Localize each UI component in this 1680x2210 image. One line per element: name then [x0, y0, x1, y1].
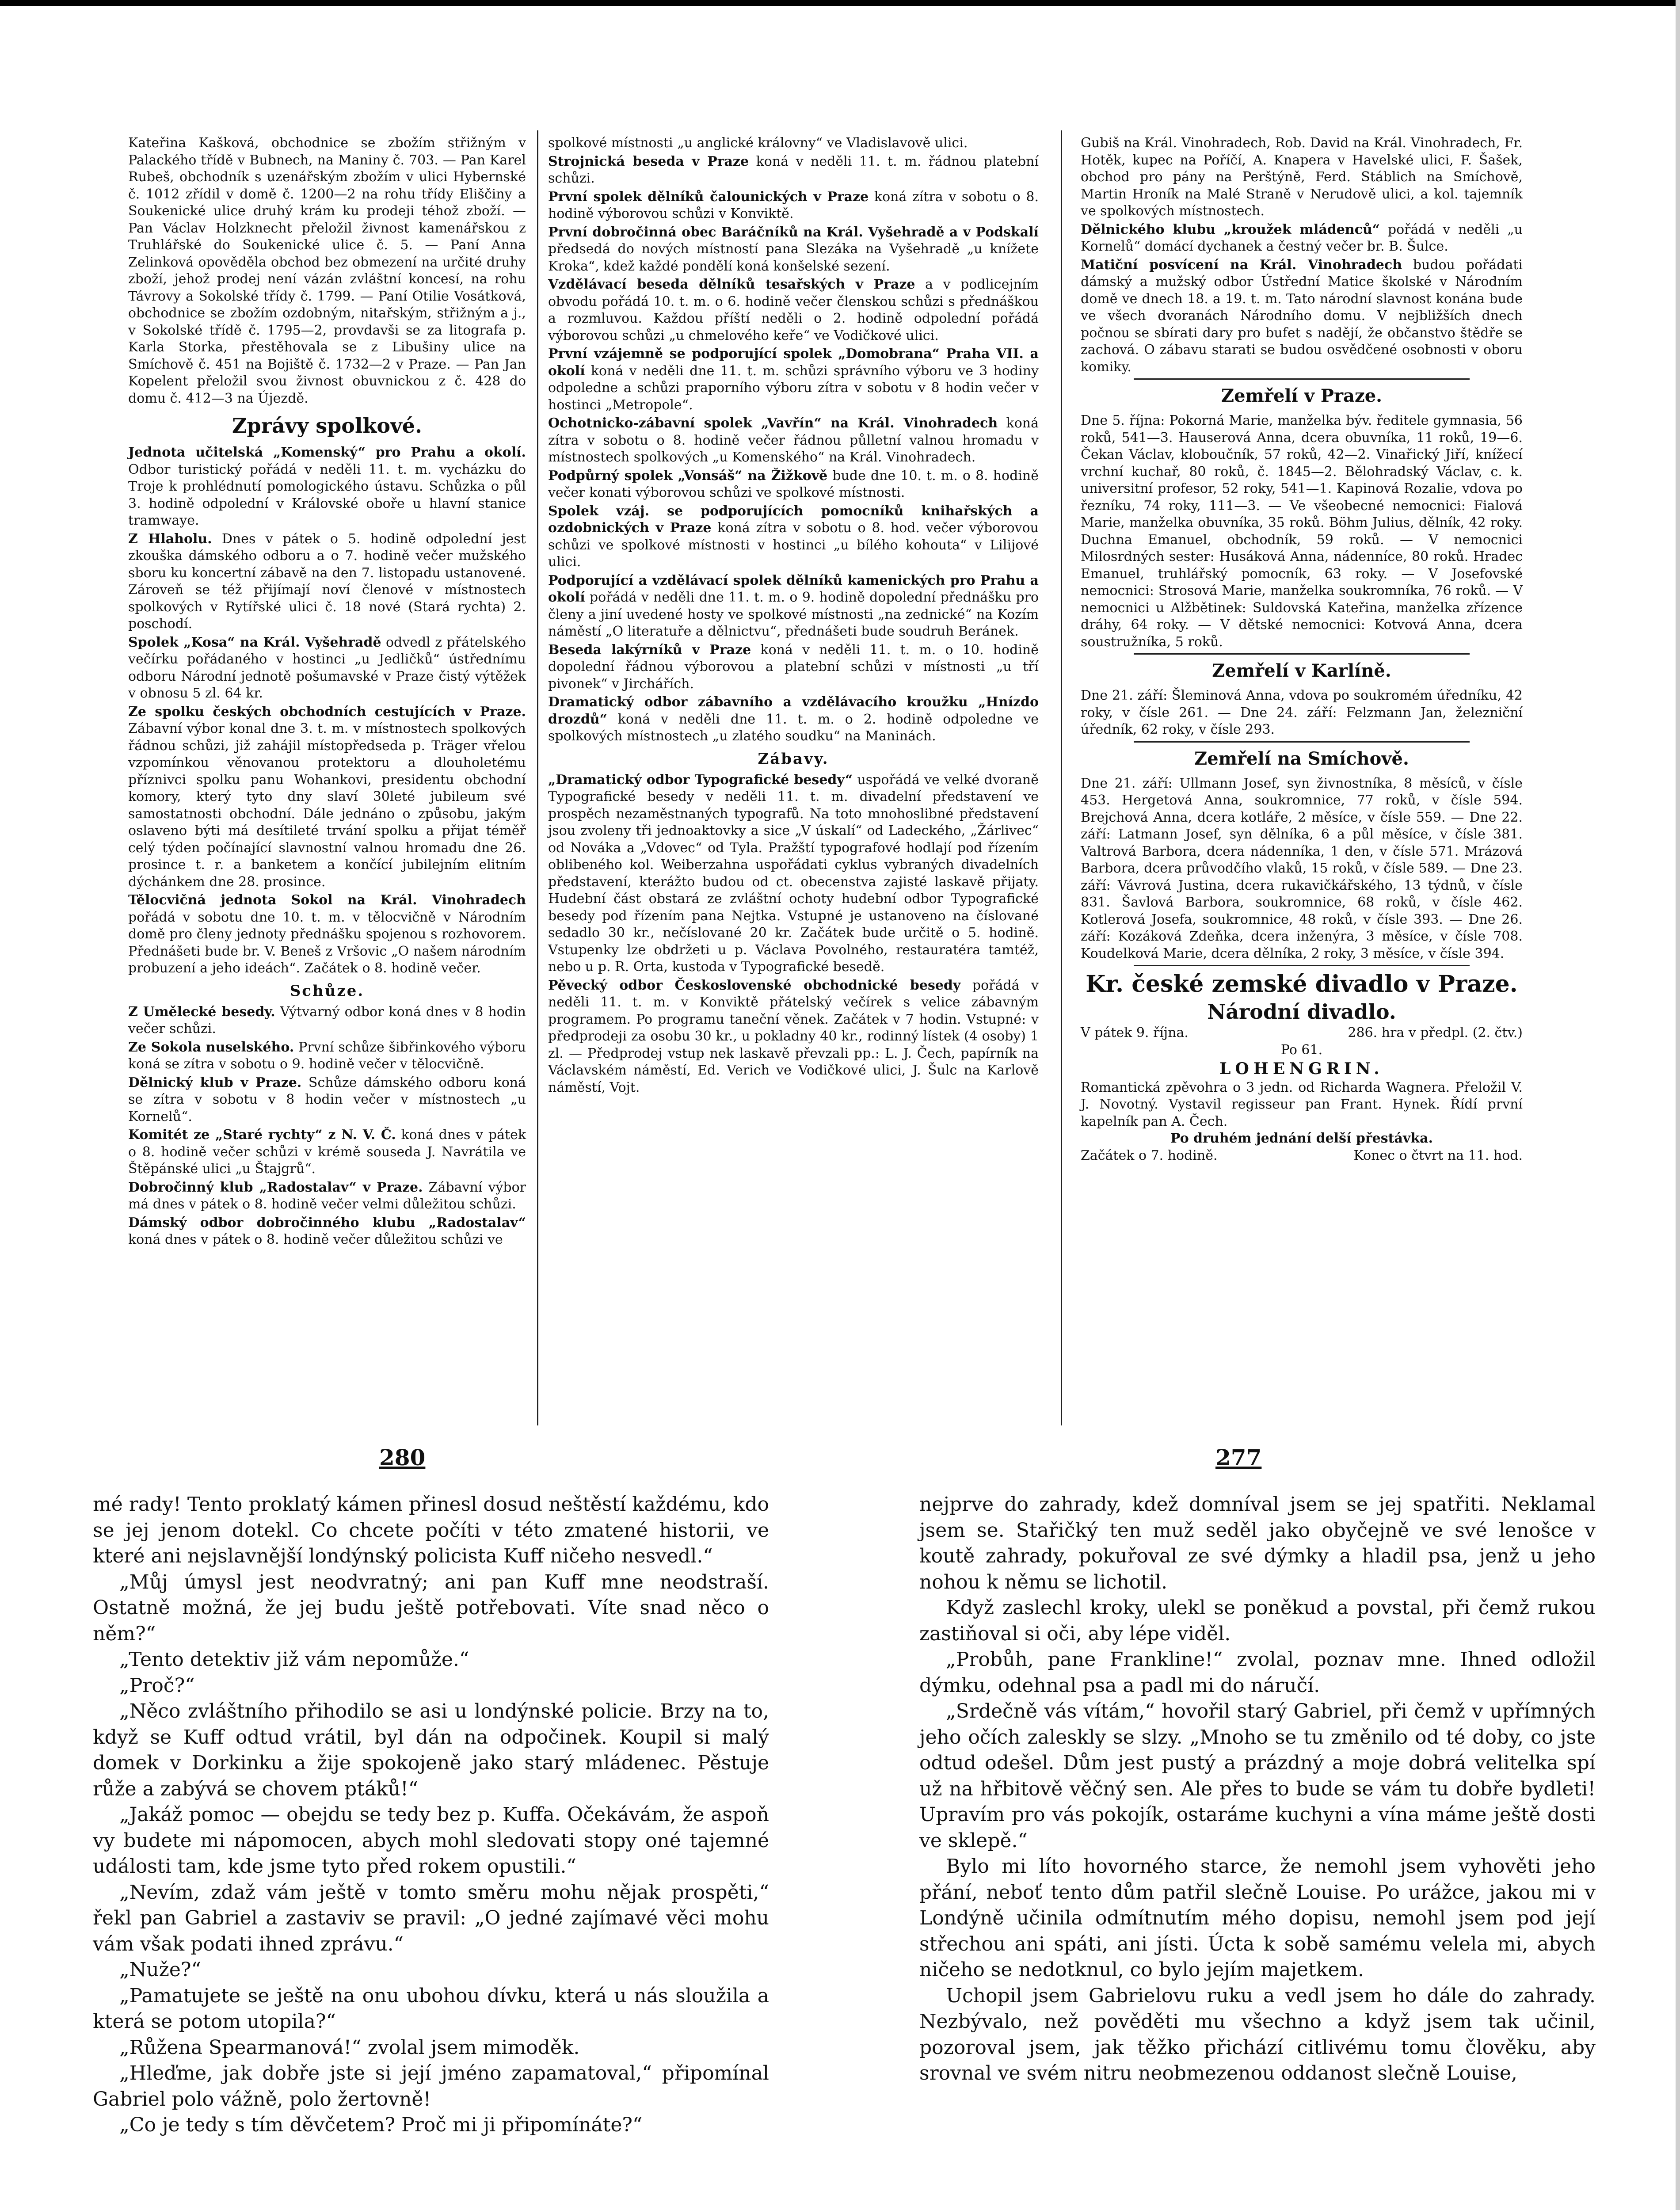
notice-text: předsedá do nových místností pana Slezáka na Vyšehradě „u knížete Kroka“, kdež každé pondělí koná konšelské sezení.: [548, 241, 1039, 274]
notice-item: [548, 415, 1039, 466]
col3-karlin: [1081, 687, 1523, 739]
story-paragraph: „Můj úmysl jest neodvratný; ani pan Kuff mne neodstraší. Ostatně možná, že jej budu ještě potřebovati. Víte snad něco o něm?“: [93, 1570, 769, 1645]
notice-text: Výtvarný odbor koná dnes v 8 hodin večer schůzi.: [128, 1004, 526, 1036]
notice-heading: Spolek vzáj. se podporujících pomocníků knihařských a ozdobnických v Praze: [548, 503, 1039, 536]
theater-date-row: [1081, 1025, 1523, 1042]
story-paragraph: mé rady! Tento proklatý kámen přinesl dosud neštěstí každému, kdo se jej jenom dotekl. Co chcete počíti v této zmatené historii, ve které ani nejslavnější londýnský policista Kuff ničeho nesvedl.“: [93, 1493, 769, 1567]
notice-heading: Ze spolku českých obchodních cestujících v Praze.: [128, 704, 526, 720]
notice-item: [548, 346, 1039, 414]
notice-item: [128, 1127, 526, 1178]
notice-item: [128, 1179, 526, 1213]
story-paragraph: Uchopil jsem Gabrielovu ruku a vedl jsem ho dále do zahrady. Nezbývalo, než pověděti mu všechno a když jsem tak učinil, pozoroval jsem, jak těžko přichází citlivému tomu člověku, aby srovnal ve svém nitru neobmezenou oddanost slečně Louise,: [919, 1984, 1596, 2084]
notice-text: pořádá v neděli dne 11. t. m. o 9. hodině dopolední přednášku pro členy a jiní uvedené hosty ve spolkové místnosti „na zednické“ na Kozím náměstí „O literatuře a dělnictvu“, přednášeti bude soudruh Beránek.: [548, 590, 1039, 639]
story-paragraph: „Nevím, zdaž vám ještě v tomto směru mohu nějak prospěti,“ řekl pan Gabriel a zastaviv se pravil: „O jedné zajímavé věci mohu vám však podati ihned zprávu.“: [93, 1881, 769, 1955]
notice-heading: Dělnický klub v Praze.: [128, 1075, 302, 1090]
notice-item: [1081, 135, 1523, 220]
opera-title: LOHENGRIN.: [1219, 1059, 1384, 1078]
theater-start: Začátek o 7. hodině.: [1081, 1147, 1218, 1163]
notice-item: [128, 704, 526, 891]
notice-heading: Strojnická beseda v Praze: [548, 153, 749, 169]
theater-date: V pátek 9. října.: [1081, 1025, 1189, 1040]
theater-description: Romantická zpěvohra o 3 jedn. od Richarda Wagnera. Přeložil V. J. Novotný. Vystavil regisseur pan Frant. Hynek. Řídí první kapelník pan A. Čech.: [1081, 1079, 1523, 1129]
notice-heading: První spolek dělníků čalounických v Praze: [548, 189, 869, 205]
notice-item: [548, 977, 1039, 1097]
notice-item: [548, 189, 1039, 223]
section-title-zabavy: Zábavy.: [758, 750, 829, 768]
notice-item: [1081, 257, 1523, 376]
notice-text: koná v neděli dne 11. t. m. o 2. hodině odpoledne ve spolkových místnostech „u zlatého soudku“ na Maninách.: [548, 711, 1039, 744]
theater-times: [1081, 1147, 1523, 1165]
notice-item: [548, 135, 1039, 152]
notice-item: [548, 572, 1039, 640]
notice-item: [548, 276, 1039, 344]
paragraph: Dne 5. října: Pokorná Marie, manželka býv. ředitele gymnasia, 56 roků, 541—3. Hauserová Anna, dcera obuvníka, 11 roků, 19—6. Čekan Václav, kloboučník, 57 roků, 42—2. Vinařický Jiří, knížecí vrchní kuchař, 80 roků, č. 1845—2. Bělohradský Václav, c. k. universitní profesor, 52 roky, 541—1. Kapinová Rozalie, vdova po řezníku, 74 roky, 111—3. — Ve všeobecné nemocnici: Fialová Marie, manželka obuvníka, 35 roků. Böhm Julius, dělník, 42 roky. Duchna Emanuel, obchodník, 59 roků. — V nemocnici Milosrdných sester: Husáková Anna, nádenníce, 80 roků. Hradec Emanuel, truhlářský pomocník, 63 roky. — V Josefovské nemocnici: Strosová Marie, manželka soukromníka, 76 roků. — V nemocnici u Alžbětinek: Suldovská Kateřina, manželka zřízence dráhy, 64 roky. — V dětské nemocnici: Kotvová Anna, dcera soustružníka, 5 roků.: [1081, 413, 1523, 650]
notice-heading: Dámský odbor dobročinného klubu „Radostalav“: [128, 1215, 526, 1231]
story-paragraph: „Co je tedy s tím děvčetem? Proč mi ji připomínáte?“: [119, 2114, 643, 2136]
notice-heading: Z Umělecké besedy.: [128, 1004, 275, 1020]
notice-text: odvedl z přátelského večírku pořádaného v hostinci „u Jedličků“ ústřednímu odboru Národní jednotě pošumavské v Praze čistý výtěžek v obnosu 5 zl. 64 kr.: [128, 634, 526, 701]
page-edge: [1676, 0, 1680, 2210]
theater-performance: 286. hra v předpl. (2. čtv.): [1348, 1025, 1523, 1040]
column-divider-1: [537, 130, 538, 1425]
story-paragraph: „Něco zvláštního přihodilo se asi u londýnské policie. Brzy na to, když se Kuff odtud vrátil, byl dán na odpočinek. Koupil si malý domek v Dorkinku a žije spokojeně jako starý mládenec. Pěstuje růže a zabývá se chovem ptáků!“: [93, 1700, 769, 1800]
notice-text: pořádá v sobotu dne 10. t. m. v tělocvičně v Národním domě pro členy jednoty přednášku spojenou s rozhovorem. Přednášeti bude br. V. Beneš z Vršovic „O našem národním probuzení a jeho ideách“. Začátek o 8. hodině večer.: [128, 909, 526, 976]
intro-paragraph: [128, 135, 526, 407]
page-number-left: 280: [379, 1444, 426, 1471]
page-number-right: 277: [1215, 1444, 1262, 1471]
notice-heading: Podporující a vzdělávací spolek dělníků kamenických pro Prahu a okolí: [548, 572, 1039, 605]
notice-text: koná zítra v sobotu o 8. hodině večer řádnou půlletní valnou hromadu v místnostech spolkových „u Komenského“ na Král. Vinohradech.: [548, 415, 1039, 465]
notice-text: koná dnes v pátek o 8. hodině večer schůzi v krémě souseda J. Navrátila ve Štěpánské ulici „u Štajgrů“.: [128, 1127, 526, 1177]
notice-text: koná dnes v pátek o 8. hodině večer důležitou schůzi ve: [128, 1232, 503, 1247]
story-paragraph: „Nuže?“: [119, 1959, 201, 1981]
theater-end: Konec o čtvrt na 11. hod.: [1353, 1147, 1523, 1163]
theater-title: Kr. české zemské divadlo v Praze.: [1086, 971, 1518, 998]
notice-heading: Ze Sokola nuselského.: [128, 1039, 294, 1055]
notice-heading: Matiční posvícení na Král. Vinohradech: [1081, 257, 1402, 273]
col3-praha: [1081, 412, 1523, 651]
col3-intro: [1081, 135, 1523, 376]
notice-item: [128, 444, 526, 530]
story-left-page: [93, 1492, 769, 2138]
column-3: [1081, 135, 1523, 1164]
notice-item: [548, 694, 1039, 745]
notice-item: [548, 642, 1039, 693]
notice-text: koná v neděli 11. t. m. o 10. hodině dopolední řádnou výborovou a platební schůzi v místnosti „u tří pivonek“ v Jirchářích.: [548, 642, 1039, 692]
notice-text: Odbor turistický pořádá v neděli 11. t. m. vycházku do Troje k prohlédnutí pomologického ústavu. Schůzka o půl 3. hodině odpolední v Královské oboře u hlavní stanice tramwaye.: [128, 461, 526, 528]
notice-heading: Jednota učitelská „Komenský“ pro Prahu a okolí.: [128, 445, 526, 460]
story-paragraph: nejprve do zahrady, kdež domníval jsem se jej spatřiti. Neklamal jsem se. Stařičký ten muž seděl jako obyčejně ve své lenošce v koutě zahrady, pokuřoval ze své dýmky a hladil psa, jenž u jeho nohou k němu se lichotil.: [919, 1493, 1596, 1593]
notice-heading: Dělnického klubu „kroužek mládenců“: [1081, 221, 1380, 237]
notice-item: [128, 892, 526, 977]
notice-heading: Tělocvičná jednota Sokol na Král. Vinohradech: [128, 892, 526, 908]
notice-item: [548, 153, 1039, 187]
story-paragraph: „Proč?“: [119, 1674, 195, 1697]
notice-heading: Dobročinný klub „Radostalav“ v Praze.: [128, 1179, 423, 1195]
col2-zabavy: [548, 772, 1039, 1097]
notice-heading: Komitét ze „Staré rychty“ z N. V. Č.: [128, 1127, 396, 1143]
section-title-zemreli-praha: Zemřelí v Praze.: [1221, 385, 1383, 406]
theater-po: Po 61.: [1280, 1042, 1323, 1058]
notice-text: koná v neděli dne 11. t. m. schůzi správního výboru ve 3 hodiny odpoledne a schůzi praporního výboru zítra v sobotu v 8 hodin večer v hostinci „Metropole“.: [548, 363, 1039, 413]
divider: [1134, 653, 1470, 655]
section-title-zpravy-spolkove: Zprávy spolkové.: [232, 414, 423, 438]
notice-text: koná zítra v sobotu o 8. hod. večer výborovou schůzi ve spolkové místnosti v hostinci „u bílého kohouta“ v Lilijové ulici.: [548, 520, 1039, 570]
theater-notice: [1081, 970, 1523, 1164]
notice-item: [128, 1039, 526, 1073]
notice-heading: První vzájemně se podporující spolek „Domobrana“ Praha VII. a okolí: [548, 346, 1039, 379]
notice-item: [548, 468, 1039, 502]
story-paragraph: „Hleďme, jak dobře jste si její jméno zapamatoval,“ připomínal Gabriel polo vážně, polo žertovně!: [93, 2062, 769, 2111]
theater-note: Po druhém jednání delší přestávka.: [1170, 1131, 1433, 1146]
story-paragraph: „Jakáž pomoc — obejdu se tedy bez p. Kuffa. Očekávám, že aspoň vy budete mi nápomocen, abych mohl sledovati stopy oné tajemné události tam, kde jsme tyto před rokem opustili.“: [93, 1803, 769, 1878]
col1-items: [128, 444, 526, 977]
notice-heading: Pěvecký odbor Československé obchodnické besedy: [548, 977, 961, 993]
notice-text: Dnes v pátek o 5. hodině odpolední jest zkouška dámského odboru a o 7. hodině večer mužského sboru ku koncertní zábavě na den 7. listopadu ustanovené. Zároveň se též přijímají noví členové v místnostech spolkových v Rytířské ulici č. 18 nové (Stará rychta) 2. poschodí.: [128, 531, 526, 632]
notice-text: koná zítra v sobotu o 8. hodině výborovou schůzi v Konviktě.: [548, 189, 1039, 221]
notice-text: Zábavní výbor má dnes v pátek o 8. hodině večer velmi důležitou schůzi.: [128, 1179, 526, 1212]
paragraph: Dne 21. září: Šleminová Anna, vdova po soukromém úředníku, 42 roky, v čísle 261. — Dne 24. září: Felzmann Jan, železniční úředník, 62 roky, v čísle 293.: [1081, 688, 1523, 737]
notice-text: budou pořádati dámský a mužský odbor Ústřední Matice školské v Národním domě ve dnech 18. a 19. t. m. Tato národní slavnost konána bude ve všech dvoranách Národního domu. V nejbližších dnech počnou se sbírati dary pro bufet s nadějí, že občanstvo štědře se zachová. O zábavu starati se budou osvědčené osobnosti v oboru komiky.: [1081, 257, 1523, 375]
notice-item: [548, 503, 1039, 571]
notice-text: Gubiš na Král. Vinohradech, Rob. David na Král. Vinohradech, Fr. Hotěk, kupec na Poříčí, A. Knapera v Havelské ulici, F. Šašek, obchod pro pány na Perštýně, Ferd. Stáblich na Smíchově, Martin Hroník na Malé Straně v Nerudově ulici, a kol. tajemník ve spolkových místnostech.: [1081, 135, 1523, 219]
divider: [1134, 965, 1470, 966]
notice-heading: Z Hlaholu.: [128, 531, 212, 547]
paragraph: Dne 21. září: Ullmann Josef, syn živnostníka, 8 měsíců, v čísle 453. Hergetová Anna, soukromnice, 77 roků, v čísle 594. Brejchová Anna, dcera kotláře, 2 měsíce, v čísle 559. — Dne 22. září: Latmann Josef, syn dělníka, 6 a půl měsíce, v čísle 381. Valtrová Barbora, dcera nádenníka, 1 den, v čísle 571. Mrázová Barbora, dcera průvodčího vlaků, 15 roků, v čísle 589. — Dne 23. září: Vávrová Justina, dcera rukavičkářského, 13 týdnů, v čísle 831. Šavlová Barbora, soukromnice, 68 roků, v čísle 462. Kotlerová Josefa, soukromnice, 48 roků, v čísle 393. — Dne 26. září: Kozáková Zdeňka, dcera inženýra, 3 měsíce, v čísle 708. Koudelková Marie, dcera dělníka, 2 roky, 3 měsíce, v čísle 394.: [1081, 775, 1523, 961]
divider: [1134, 741, 1470, 743]
notice-text: pořádá v neděli 11. t. m. v Konviktě přátelský večírek s velice zábavným programem. Po programu taneční věnek. Začátek v 7 hodin. Vstupné: v předprodeji za osobu 30 kr., u pokladny 40 kr., rodinný lístek (4 osoby) 1 zl. — Předprodej vstup nek laskavě převzali pp.: L. J. Čech, papírník na Václavském náměstí, Ed. Verich ve Vodičkové ulici, J. Šulc na Karlově náměstí, Vojt.: [548, 977, 1039, 1095]
notice-text: bude dne 10. t. m. o 8. hodině večer konati výborovou schůzi ve spolkové místnosti.: [548, 468, 1039, 500]
column-1: [128, 135, 526, 1250]
top-border: [0, 0, 1680, 6]
story-paragraph: „Tento detektiv již vám nepomůže.“: [119, 1648, 469, 1671]
story-paragraph: „Pamatujete se ještě na onu ubohou dívku, která u nás sloužila a která se potom utopila?“: [93, 1984, 769, 2033]
section-title-zemreli-karlin: Zemřelí v Karlíně.: [1212, 660, 1391, 681]
story-paragraph: „Probůh, pane Frankline!“ zvolal, poznav mne. Ihned odložil dýmku, odehnal psa a padl mi do náručí.: [919, 1648, 1596, 1697]
notice-item: [548, 772, 1039, 976]
notice-heading: „Dramatický odbor Typografické besedy“: [548, 772, 853, 788]
section-title-schuze: Schůze.: [290, 982, 365, 1000]
notice-text: pořádá v neděli „u Kornelů“ domácí dychanek a čestný večer br. B. Šulce.: [1081, 221, 1523, 254]
notice-heading: První dobročinná obec Baráčníků na Král. Vyšehradě a v Podskalí: [548, 224, 1039, 240]
notice-item: [128, 1215, 526, 1249]
notice-text: koná v neděli 11. t. m. řádnou platební schůzi.: [548, 153, 1039, 186]
story-paragraph: „Srdečně vás vítám,“ hovořil starý Gabriel, při čemž v upřímných jeho očích zaleskly se slzy. „Mnoho se tu změnilo od té doby, co jste odtud odešel. Dům jest pustý a prázdný a moje dobrá velitelka spí už na hřbitově věčný sen. Ale přes to bude se vám tu dobře bydleti! Upravím pro vás pokojík, ostaráme kuchyni a vína máme ještě dosti ve sklepě.“: [919, 1700, 1596, 1852]
notice-item: [128, 634, 526, 702]
col1-schuze: [128, 1004, 526, 1249]
notice-heading: Spolek „Kosa“ na Král. Vyšehradě: [128, 634, 381, 650]
divider: [1134, 378, 1470, 380]
notice-item: [128, 531, 526, 633]
notice-item: [128, 1004, 526, 1038]
notice-heading: Podpůrný spolek „Vonsáš“ na Žižkově: [548, 468, 828, 484]
notice-text: a v podlicejním obvodu pořádá 10. t. m. o 6. hodině večer členskou schůzi s přednáškou a rozmluvou. Každou příští neděli o 2. hodině odpolední pořádá výborovou schůzi „u chmelového keře“ ve Vodičkové ulici.: [548, 277, 1039, 343]
column-2: [548, 135, 1039, 1097]
story-paragraph: „Růžena Spearmanová!“ zvolal jsem mimoděk.: [119, 2036, 580, 2059]
story-paragraph: Bylo mi líto hovorného starce, že nemohl jsem vyhověti jeho přání, neboť tento dům patřil slečně Louise. Po urážce, jakou mi v Londýně učinila odmítnutím mého dopisu, nemohl jsem pod její střechou ani spáti, ani jísti. Úcta k sobě samému velela mi, abych ničeho se nedotknul, co bylo jejím majetkem.: [919, 1855, 1596, 1981]
story-right-page: [919, 1492, 1596, 2087]
story-paragraph: Když zaslechl kroky, ulekl se poněkud a povstal, při čemž rukou zastiňoval si oči, aby lépe viděl.: [919, 1597, 1596, 1645]
notice-text: spolkové místnosti „u anglické královny“ ve Vladislavově ulici.: [548, 135, 968, 151]
notice-text: První schůze šibřinkového výboru koná se zítra v sobotu o 9. hodině večer v tělocvičně.: [128, 1039, 526, 1072]
notice-item: [1081, 221, 1523, 255]
col2-items: [548, 135, 1039, 745]
notice-heading: Beseda lakýrníků v Praze: [548, 642, 751, 658]
paragraph: Kateřina Kašková, obchodnice se zbožím střižným v Palackého třídě v Bubnech, na Maniny č. 703. — Pan Karel Rubeš, obchodník s uzenářským zbožím v ulici Hybernské č. 1012 zřídil v domě č. 1200—2 na rohu třídy Eliščiny a Soukenické ulice druhý krám ku prodeji téhož zboží. — Pan Václav Holzknecht přeložil živnost kamenářskou z Truhlářské do Soukenické ulice č. 5. — Paní Anna Zelinková opověděla obchod bez obmezení na určité druhy zboží, jehož prodej není vázán zvláštní koncesí, na rohu Távrovy a Sokolské třídy č. 1799. — Paní Otilie Vosátková, obchodnice se zbožím ozdobným, nitařským, střižným a j., v Sokolské třídě č. 1795—2, provdavši se za litografa p. Karla Storka, přestěhovala se z Libušiny ulice na Smíchově č. 451 na Bojiště č. 1732—2 v Praze. — Pan Jan Kopelent přeložil svou živnost obuvnickou z č. 428 do domu č. 412—3 na Újezdě.: [128, 135, 526, 406]
section-title-zemreli-smichov: Zemřelí na Smíchově.: [1194, 748, 1409, 769]
notice-text: uspořádá ve velké dvoraně Typografické besedy v neděli 11. t. m. divadelní představení ve prospěch nezaměstnaných typografů. Na toto mnohoslibné představení jsou zvoleny tři jednoaktovky a sice „V úskalí“ od Ladeckého, „Žárlivec“ od Nováka a „Vdovec“ od Tyla. Pražští typografové hodlají pod řízením oblibeného kol. Weiberzahna uspořádati cyklus vybraných divadelních představení, kterážto budou od ct. obecenstva zajisté laskavě přijaty. Hudební část obstará ze zvláštní ochoty hudební odbor Typografické besedy pod řízením pana Nejtka. Vstupné je ustanoveno na číslované sedadlo 30 kr., nečíslované 20 kr. Začátek bude určitě o 5. hodině. Vstupenky lze obdržeti u p. Václava Povolného, restauratéra tamtéž, nebo u p. R. Orta, kustoda v Typografické besedě.: [548, 772, 1039, 975]
column-divider-2: [1061, 130, 1062, 1425]
notice-heading: Vzdělávací beseda dělníků tesařských v Praze: [548, 277, 915, 292]
theater-subtitle: Národní divadlo.: [1207, 1000, 1396, 1024]
notice-heading: Ochotnicko-zábavní spolek „Vavřín“ na Král. Vinohradech: [548, 415, 998, 431]
notice-text: Zábavní výbor konal dne 3. t. m. v místnostech spolkových řádnou schůzi, již zahájil místopředseda p. Träger vřelou vzpomínkou věnovanou protektoru a dlouholetému příznivci spolku panu Wohankovi, presidentu obchodní komory, který tyto dny slaví 30leté jubileum své samostatnosti obchodní. Dále jednáno o způsobu, jakým oslaveno býti má desítileté trvání spolku a přijat téměř celý týden počínající slavnostní valnou hromadu dne 26. prosince t. r. a banketem a končící jubilejním elitním dýchánkem dne 28. prosince.: [128, 721, 526, 890]
notice-item: [128, 1075, 526, 1126]
notice-text: Schůze dámského odboru koná se zítra v sobotu v 8 hodin večer v místnostech „u Kornelů“.: [128, 1075, 526, 1124]
notice-item: [548, 224, 1039, 275]
col3-smichov: [1081, 775, 1523, 963]
notice-heading: Dramatický odbor zábavního a vzdělávacího kroužku „Hnízdo drozdů“: [548, 694, 1039, 727]
